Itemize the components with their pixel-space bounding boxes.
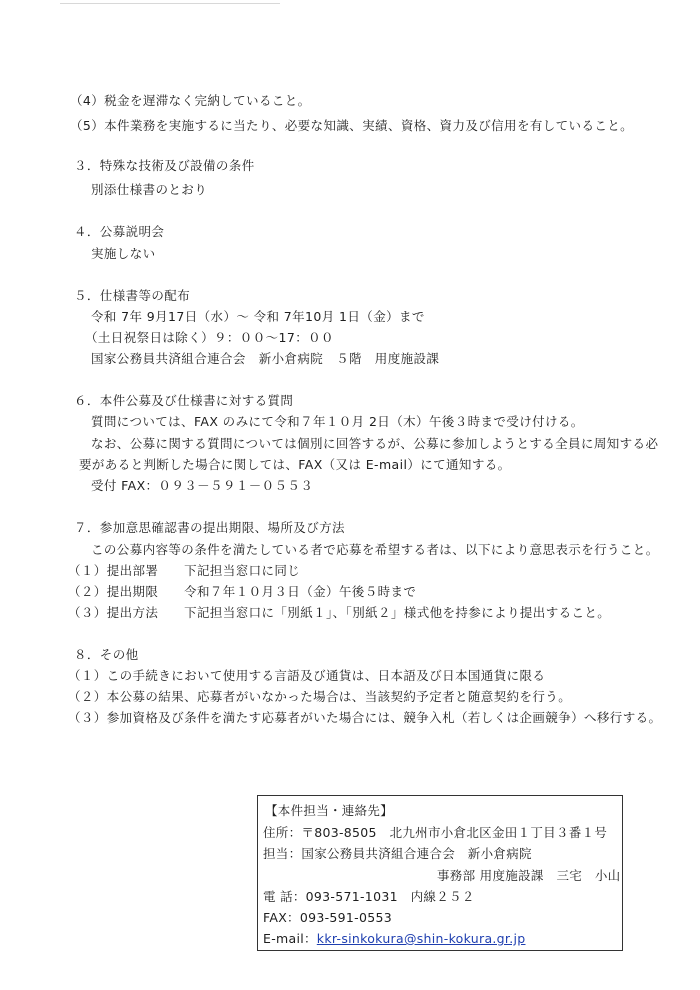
section-5-period: 令和 7年 9月17日（水）～ 令和 7年10月 1日（金）まで [91, 309, 425, 324]
section-8-item-2: （２）本公募の結果、応募者がいなかった場合は、当該契約予定者と随意契約を行う。 [68, 689, 572, 704]
page-top-rule [60, 3, 280, 4]
section-5-heading: ５．仕様書等の配布 [74, 288, 191, 303]
section-6-note-2: 要があると判断した場合に関しては、FAX（又は E-mail）にて通知する。 [79, 457, 511, 472]
section-3-heading: ３．特殊な技術及び設備の条件 [74, 158, 255, 173]
contact-department: 事務部 用度施設課 三宅 小山 [437, 868, 621, 883]
section-8-item-1: （１）この手続きにおいて使用する言語及び通貨は、日本語及び日本国通貨に限る [68, 668, 546, 683]
section-6-deadline: 質問については、FAX のみにて令和７年１０月 2日（木）午後３時まで受け付ける。 [91, 414, 584, 429]
contact-organization: 担当：国家公務員共済組合連合会 新小倉病院 [263, 846, 532, 861]
section-3-body: 別添仕様書のとおり [91, 182, 208, 197]
condition-item-4: （4）税金を遅滞なく完納していること。 [70, 93, 311, 108]
section-4-heading: ４．公募説明会 [74, 224, 165, 239]
section-4-body: 実施しない [91, 246, 156, 261]
section-6-fax: 受付 FAX：０９３－５９１－０５５３ [91, 478, 314, 493]
contact-fax: FAX：093-591-0553 [263, 910, 393, 925]
section-5-hours: （土日祝祭日は除く）９：００～17：００ [85, 330, 334, 345]
section-8-heading: ８．その他 [74, 647, 139, 662]
contact-email-label: E-mail： [263, 931, 317, 946]
section-7-item-2: （２）提出期限 令和７年１０月３日（金）午後５時まで [68, 584, 417, 599]
section-6-note-1: なお、公募に関する質問については個別に回答するが、公募に参加しようとする全員に周知する必 [91, 436, 659, 451]
contact-box [257, 795, 623, 951]
section-5-location: 国家公務員共済組合連合会 新小倉病院 ５階 用度施設課 [91, 351, 440, 366]
contact-email-link[interactable]: kkr-sinkokura@shin-kokura.gr.jp [316, 931, 526, 946]
section-7-item-3: （３）提出方法 下記担当窓口に「別紙１」、「別紙２」様式他を持参により提出すること。 [68, 605, 611, 620]
section-7-heading: ７．参加意思確認書の提出期限、場所及び方法 [74, 520, 345, 535]
contact-email-row [263, 930, 526, 948]
contact-heading: 【本件担当・連絡先】 [265, 803, 394, 818]
section-6-heading: ６．本件公募及び仕様書に対する質問 [74, 393, 294, 408]
contact-address: 住所：〒803-8505 北九州市小倉北区金田１丁目３番１号 [263, 825, 608, 840]
section-7-item-1: （１）提出部署 下記担当窓口に同じ [68, 563, 301, 578]
contact-phone: 電 話：093-571-1031 内線２５２ [263, 889, 475, 904]
condition-item-5: （5）本件業務を実施するに当たり、必要な知識、実績、資格、資力及び信用を有していること。 [70, 118, 634, 133]
section-8-item-3: （３）参加資格及び条件を満たす応募者がいた場合には、競争入札（若しくは企画競争）へ移行する。 [68, 710, 662, 725]
section-7-intro: この公募内容等の条件を満たしている者で応募を希望する者は、以下により意思表示を行うこと。 [91, 542, 659, 557]
